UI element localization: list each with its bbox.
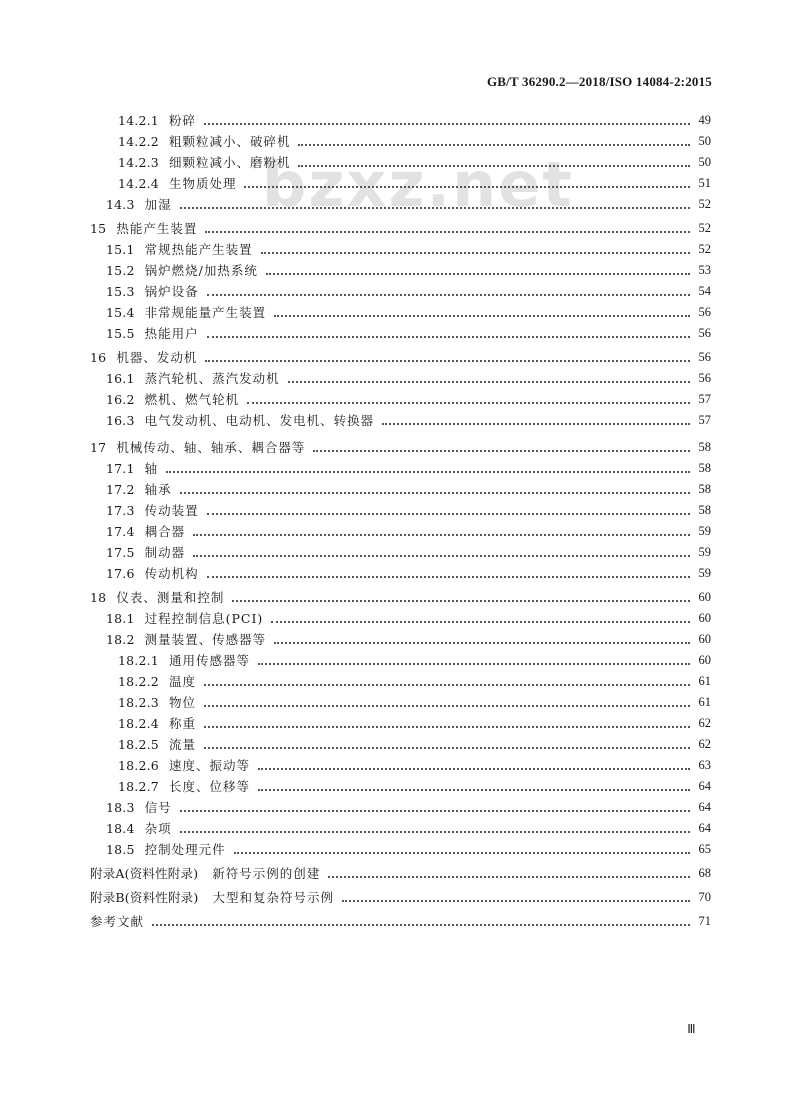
toc-dot-leader <box>204 726 690 728</box>
toc-entry-title: 制动器 <box>144 545 186 560</box>
toc-entry-page: 50 <box>698 155 711 169</box>
toc-entry-title: 粗颗粒减小、破碎机 <box>168 134 291 149</box>
toc-entry-page: 61 <box>698 695 711 709</box>
toc-entry-title: 控制处理元件 <box>144 842 226 857</box>
toc-entry[interactable] <box>0 839 800 860</box>
toc-dot-leader <box>205 360 690 362</box>
toc-dot-leader <box>298 165 690 167</box>
toc-entry-title: 流量 <box>168 737 196 752</box>
toc-entry-page: 60 <box>698 653 711 667</box>
toc-entry[interactable] <box>0 863 800 884</box>
toc-entry-title: 长度、位移等 <box>168 779 250 794</box>
toc-entry[interactable] <box>0 218 800 239</box>
toc-entry-page: 58 <box>698 503 711 517</box>
toc-entry-page: 64 <box>698 779 711 793</box>
toc-entry-number: 16.2 <box>106 392 135 407</box>
toc-entry-number: 15.3 <box>106 284 135 299</box>
toc-dot-leader <box>204 747 690 749</box>
toc-entry-page: 59 <box>698 566 711 580</box>
toc-dot-leader <box>298 144 690 146</box>
toc-entry-number: 18.2.4 <box>118 716 159 731</box>
toc-dot-leader <box>207 576 690 578</box>
toc-entry-title: 参考文献 <box>90 914 145 929</box>
toc-entry-number: 17.4 <box>106 524 135 539</box>
toc-entry-title: 细颗粒减小、磨粉机 <box>168 155 291 170</box>
toc-entry[interactable] <box>0 437 800 458</box>
toc-dot-leader <box>266 273 690 275</box>
toc-dot-leader <box>342 900 690 902</box>
toc-entry[interactable] <box>0 608 800 629</box>
toc-entry-number: 14.2.2 <box>118 134 159 149</box>
toc-entry-page: 50 <box>698 134 711 148</box>
toc-entry[interactable] <box>0 797 800 818</box>
toc-entry-title: 加湿 <box>144 197 172 212</box>
toc-dot-leader <box>180 831 690 833</box>
toc-entry[interactable] <box>0 629 800 650</box>
toc-entry-title: 杂项 <box>144 821 172 836</box>
toc-entry-number: 附录B(资料性附录) <box>90 890 199 905</box>
toc-dot-leader <box>258 663 690 665</box>
toc-entry-title: 机械传动、轴、轴承、耦合器等 <box>116 440 306 455</box>
toc-dot-leader <box>271 621 690 623</box>
toc-entry-number: 18.1 <box>106 611 135 626</box>
toc-entry-title: 新符号示例的创建 <box>212 866 321 881</box>
toc-entry-title: 过程控制信息(PCI) <box>144 611 264 626</box>
toc-entry-title: 温度 <box>168 674 196 689</box>
toc-entry-page: 58 <box>698 440 711 454</box>
toc-entry-number: 17.3 <box>106 503 135 518</box>
toc-entry-page: 57 <box>698 392 711 406</box>
toc-entry-page: 59 <box>698 524 711 538</box>
toc-entry-page: 64 <box>698 800 711 814</box>
toc-entry[interactable] <box>0 734 800 755</box>
toc-entry-number: 15.4 <box>106 305 135 320</box>
toc-entry-title: 锅炉燃烧/加热系统 <box>144 263 258 278</box>
toc-entry-page: 65 <box>698 842 711 856</box>
toc-entry-number: 18.2.7 <box>118 779 159 794</box>
toc-entry-number: 15 <box>90 221 107 236</box>
toc-entry-title: 非常规能量产生装置 <box>144 305 267 320</box>
toc-dot-leader <box>261 252 690 254</box>
toc-entry-page: 57 <box>698 413 711 427</box>
toc-entry[interactable] <box>0 713 800 734</box>
toc-entry-title: 轴承 <box>144 482 172 497</box>
toc-entry[interactable] <box>0 500 800 521</box>
toc-entry[interactable] <box>0 776 800 797</box>
toc-entry-page: 54 <box>698 284 711 298</box>
toc-entry-title: 机器、发动机 <box>116 350 198 365</box>
toc-entry-number: 15.1 <box>106 242 135 257</box>
toc-entry-title: 仪表、测量和控制 <box>116 590 225 605</box>
toc-entry[interactable] <box>0 650 800 671</box>
toc-entry-title: 粉碎 <box>168 113 196 128</box>
watermark-logo: bzxz.net <box>262 148 574 221</box>
toc-entry[interactable] <box>0 563 800 584</box>
toc-entry-page: 70 <box>698 890 711 904</box>
toc-entry[interactable] <box>0 323 800 344</box>
toc-entry-number: 14.2.1 <box>118 113 159 128</box>
toc-entry-page: 52 <box>698 197 711 211</box>
toc-entry[interactable] <box>0 173 800 194</box>
toc-dot-leader <box>382 423 690 425</box>
toc-entry-title: 热能用户 <box>144 326 199 341</box>
toc-entry-page: 63 <box>698 758 711 772</box>
toc-dot-leader <box>204 684 690 686</box>
toc-entry[interactable] <box>0 692 800 713</box>
toc-entry-page: 60 <box>698 611 711 625</box>
toc-entry-page: 68 <box>698 866 711 880</box>
toc-entry-page: 60 <box>698 632 711 646</box>
toc-entry[interactable] <box>0 410 800 431</box>
toc-entry-page: 52 <box>698 242 711 256</box>
toc-entry[interactable] <box>0 818 800 839</box>
toc-entry-title: 蒸汽轮机、蒸汽发动机 <box>144 371 280 386</box>
toc-dot-leader <box>247 402 690 404</box>
toc-entry[interactable] <box>0 152 800 173</box>
toc-dot-leader <box>193 555 690 557</box>
toc-entry[interactable] <box>0 479 800 500</box>
toc-entry[interactable] <box>0 194 800 215</box>
toc-entry[interactable] <box>0 347 800 368</box>
toc-entry-title: 传动机构 <box>144 566 199 581</box>
page-number: Ⅲ <box>687 1022 696 1036</box>
toc-dot-leader <box>207 513 690 515</box>
toc-entry-number: 14.2.3 <box>118 155 159 170</box>
toc-entry-page: 61 <box>698 674 711 688</box>
toc-entry-title: 锅炉设备 <box>144 284 199 299</box>
toc-entry[interactable] <box>0 587 800 608</box>
toc-dot-leader <box>274 315 690 317</box>
toc-dot-leader <box>204 705 690 707</box>
toc-entry-page: 58 <box>698 482 711 496</box>
toc-entry-number: 18.2 <box>106 632 135 647</box>
toc-entry-page: 62 <box>698 737 711 751</box>
toc-dot-leader <box>328 876 690 878</box>
toc-dot-leader <box>205 231 690 233</box>
toc-dot-leader <box>244 186 690 188</box>
toc-dot-leader <box>258 789 690 791</box>
toc-entry-number: 18.2.6 <box>118 758 159 773</box>
toc-entry-page: 58 <box>698 461 711 475</box>
toc-entry-title: 称重 <box>168 716 196 731</box>
toc-entry-title: 大型和复杂符号示例 <box>212 890 334 905</box>
toc-entry-number: 18.2.3 <box>118 695 159 710</box>
toc-entry-title: 热能产生装置 <box>116 221 198 236</box>
toc-entry-number: 18.4 <box>106 821 135 836</box>
toc-entry-page: 56 <box>698 305 711 319</box>
toc-entry-page: 59 <box>698 545 711 559</box>
toc-entry-page: 64 <box>698 821 711 835</box>
toc-entry-page: 51 <box>698 176 711 190</box>
toc-dot-leader <box>152 924 690 926</box>
toc-entry[interactable] <box>0 302 800 323</box>
toc-dot-leader <box>232 600 690 602</box>
toc-entry[interactable] <box>0 911 800 932</box>
toc-entry-title: 物位 <box>168 695 196 710</box>
toc-entry-number: 18.3 <box>106 800 135 815</box>
toc-entry[interactable] <box>0 281 800 302</box>
standard-number-header: GB/T 36290.2—2018/ISO 14084-2:2015 <box>486 74 712 89</box>
toc-entry[interactable] <box>0 368 800 389</box>
toc-dot-leader <box>258 768 690 770</box>
toc-entry[interactable] <box>0 542 800 563</box>
toc-entry-number: 14.3 <box>106 197 135 212</box>
toc-dot-leader <box>207 294 690 296</box>
toc-entry[interactable] <box>0 110 800 131</box>
toc-entry-title: 通用传感器等 <box>168 653 250 668</box>
toc-entry-number: 18 <box>90 590 107 605</box>
toc-entry[interactable] <box>0 521 800 542</box>
toc-entry[interactable] <box>0 755 800 776</box>
toc-entry-number: 16.1 <box>106 371 135 386</box>
toc-entry-page: 56 <box>698 350 711 364</box>
toc-entry-number: 14.2.4 <box>118 176 159 191</box>
toc-entry-page: 53 <box>698 263 711 277</box>
toc-dot-leader <box>234 852 690 854</box>
toc-entry-page: 56 <box>698 371 711 385</box>
toc-entry-title: 信号 <box>144 800 172 815</box>
toc-entry-number: 18.2.1 <box>118 653 159 668</box>
toc-entry[interactable] <box>0 389 800 410</box>
toc-entry-number: 16 <box>90 350 107 365</box>
toc-entry-title: 常规热能产生装置 <box>144 242 253 257</box>
toc-entry[interactable] <box>0 671 800 692</box>
toc-entry-number: 18.2.2 <box>118 674 159 689</box>
toc-entry-number: 18.2.5 <box>118 737 159 752</box>
toc-entry-page: 52 <box>698 221 711 235</box>
toc-dot-leader <box>180 492 690 494</box>
toc-entry-page: 56 <box>698 326 711 340</box>
toc-dot-leader <box>288 381 690 383</box>
toc-entry-number: 18.5 <box>106 842 135 857</box>
toc-entry[interactable] <box>0 260 800 281</box>
toc-dot-leader <box>207 336 690 338</box>
toc-entry-page: 62 <box>698 716 711 730</box>
toc-entry-title: 速度、振动等 <box>168 758 250 773</box>
toc-dot-leader <box>274 642 690 644</box>
toc-entry-title: 电气发动机、电动机、发电机、转换器 <box>144 413 375 428</box>
toc-entry-number: 17.2 <box>106 482 135 497</box>
toc-entry-number: 附录A(资料性附录) <box>90 866 199 881</box>
toc-entry[interactable] <box>0 131 800 152</box>
toc-entry-page: 60 <box>698 590 711 604</box>
toc-entry-title: 生物质处理 <box>168 176 237 191</box>
toc-dot-leader <box>193 534 690 536</box>
toc-entry-page: 49 <box>698 113 711 127</box>
toc-entry-title: 耦合器 <box>144 524 186 539</box>
toc-entry-number: 17.1 <box>106 461 135 476</box>
toc-entry-title: 燃机、燃气轮机 <box>144 392 240 407</box>
toc-dot-leader <box>313 450 690 452</box>
toc-entry-title: 轴 <box>144 461 159 476</box>
toc-dot-leader <box>180 207 690 209</box>
toc-dot-leader <box>204 123 690 125</box>
toc-entry[interactable] <box>0 239 800 260</box>
toc-entry-title: 传动装置 <box>144 503 199 518</box>
toc-entry-number: 17.6 <box>106 566 135 581</box>
toc-entry[interactable] <box>0 458 800 479</box>
toc-entry-page: 71 <box>698 914 711 928</box>
toc-entry-title: 测量装置、传感器等 <box>144 632 267 647</box>
toc-entry-number: 15.5 <box>106 326 135 341</box>
toc-entry-number: 17 <box>90 440 107 455</box>
toc-dot-leader <box>180 810 690 812</box>
toc-entry-number: 17.5 <box>106 545 135 560</box>
toc-entry-number: 15.2 <box>106 263 135 278</box>
toc-entry[interactable] <box>0 887 800 908</box>
toc-entry-number: 16.3 <box>106 413 135 428</box>
toc-dot-leader <box>166 471 690 473</box>
